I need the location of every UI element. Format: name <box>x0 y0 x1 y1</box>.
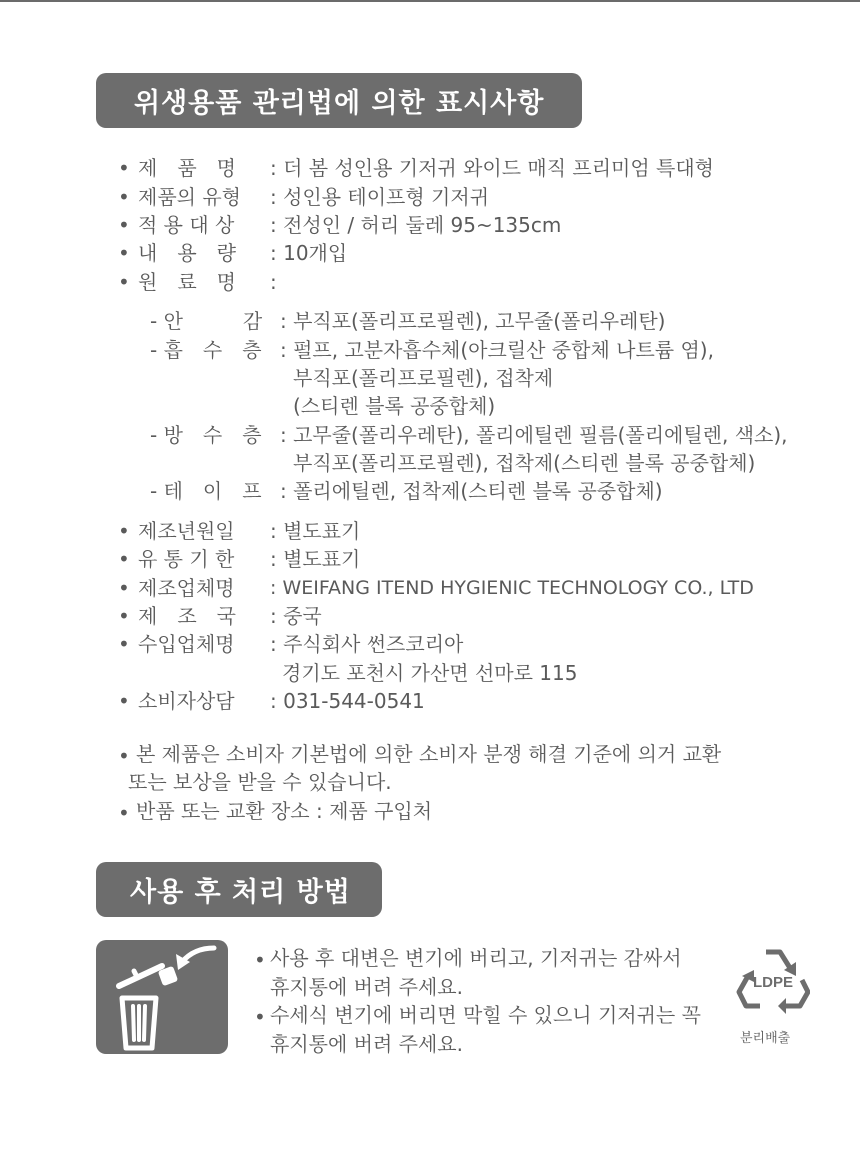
bullet: • <box>118 604 130 628</box>
recycle-icon <box>736 946 810 1016</box>
info-value: : 031-544-0541 <box>270 689 425 713</box>
material-label: - 방 수 층 <box>150 423 262 447</box>
material-row <box>150 477 663 505</box>
material-label: - 흡 수 층 <box>150 338 262 362</box>
bullet: • <box>118 801 130 825</box>
info-row <box>138 574 754 602</box>
trash-can-icon <box>96 940 228 1054</box>
info-label: 제조년원일 <box>138 519 235 543</box>
disposal-line: 사용 후 대변은 변기에 버리고, 기저귀는 감싸서 <box>270 946 682 970</box>
bullet: • <box>118 270 130 294</box>
info-label: 원 료 명 <box>138 270 236 294</box>
material-value: : 폴리에틸렌, 접착제(스티렌 블록 공중합체) <box>280 479 663 503</box>
material-value-cont: 부직포(폴리프로필렌), 접착제(스티렌 블록 공중합체) <box>293 451 756 475</box>
info-value: : 주식회사 썬즈코리아 <box>270 632 464 656</box>
material-label: - 안 감 <box>150 309 263 333</box>
info-value: : 성인용 테이프형 기저귀 <box>270 185 490 209</box>
material-row <box>150 421 788 449</box>
top-rule <box>0 0 860 2</box>
material-value: : 고무줄(폴리우레탄), 폴리에틸렌 필름(폴리에틸렌, 색소), <box>280 423 788 447</box>
bullet: • <box>118 156 130 180</box>
note-line: 반품 또는 교환 장소 : 제품 구입처 <box>136 799 433 823</box>
importer-address: 경기도 포천시 가산면 선마로 115 <box>282 661 578 685</box>
recycle-caption: 분리배출 <box>740 1031 791 1046</box>
bullet: • <box>118 744 130 768</box>
material-row <box>150 307 665 335</box>
material-label: - 테 이 프 <box>150 479 262 503</box>
disposal-line: 수세식 변기에 버리면 막힐 수 있으니 기저귀는 꼭 <box>270 1003 701 1027</box>
material-value-cont: (스티렌 블록 공중합체) <box>293 394 496 418</box>
info-value: : 별도표기 <box>270 519 361 543</box>
info-value: : 전성인 / 허리 둘레 95~135cm <box>270 213 562 237</box>
info-label: 제조업체명 <box>138 576 235 600</box>
info-row <box>138 602 322 630</box>
recycle-mark-text: LDPE <box>752 974 794 991</box>
info-row <box>138 630 463 658</box>
info-label: 소비자상담 <box>138 689 235 713</box>
info-label: 적 용 대 상 <box>138 213 235 237</box>
section-title-labeling <box>96 73 582 128</box>
info-value: : 중국 <box>270 604 322 628</box>
info-row <box>138 211 561 239</box>
disposal-line: 휴지통에 버려 주세요. <box>270 1032 463 1056</box>
info-value: : WEIFANG ITEND HYGIENIC TECHNOLOGY CO., LTD <box>270 577 754 599</box>
bullet: • <box>118 576 130 600</box>
note-line: 본 제품은 소비자 기본법에 의한 소비자 분쟁 해결 기준에 의거 교환 <box>136 742 722 766</box>
note-line: 또는 보상을 받을 수 있습니다. <box>128 770 392 794</box>
bullet: • <box>254 1005 266 1029</box>
info-label: 제 조 국 <box>138 604 236 628</box>
material-value: : 펄프, 고분자흡수체(아크릴산 중합체 나트륨 염), <box>280 338 714 362</box>
info-value: : 별도표기 <box>270 547 361 571</box>
info-label: 내 용 량 <box>138 241 236 265</box>
info-value: : <box>270 270 277 294</box>
material-row <box>150 336 714 364</box>
bullet: • <box>254 948 266 972</box>
info-value: : 10개입 <box>270 241 348 265</box>
info-row <box>138 517 360 545</box>
bullet: • <box>118 632 130 656</box>
info-row <box>138 239 347 267</box>
info-label: 유 통 기 한 <box>138 547 235 571</box>
material-value-cont: 부직포(폴리프로필렌), 접착제 <box>293 366 554 390</box>
bullet: • <box>118 241 130 265</box>
info-label: 제 품 명 <box>138 156 236 180</box>
section-title-text: 사용 후 처리 방법 <box>130 877 351 908</box>
info-row <box>138 268 277 296</box>
info-row <box>138 154 714 182</box>
info-row <box>138 183 489 211</box>
info-row <box>138 687 425 715</box>
bullet: • <box>118 519 130 543</box>
bullet: • <box>118 689 130 713</box>
material-value: : 부직포(폴리프로필렌), 고무줄(폴리우레탄) <box>280 309 666 333</box>
bullet: • <box>118 185 130 209</box>
bullet: • <box>118 547 130 571</box>
section-title-disposal <box>96 862 382 917</box>
bullet: • <box>118 213 130 237</box>
info-value: : 더 봄 성인용 기저귀 와이드 매직 프리미엄 특대형 <box>270 156 714 180</box>
info-label: 제품의 유형 <box>138 185 241 209</box>
disposal-line: 휴지통에 버려 주세요. <box>270 975 463 999</box>
info-label: 수입업체명 <box>138 632 235 656</box>
info-row <box>138 545 360 573</box>
section-title-text: 위생용품 관리법에 의한 표시사항 <box>134 88 545 119</box>
